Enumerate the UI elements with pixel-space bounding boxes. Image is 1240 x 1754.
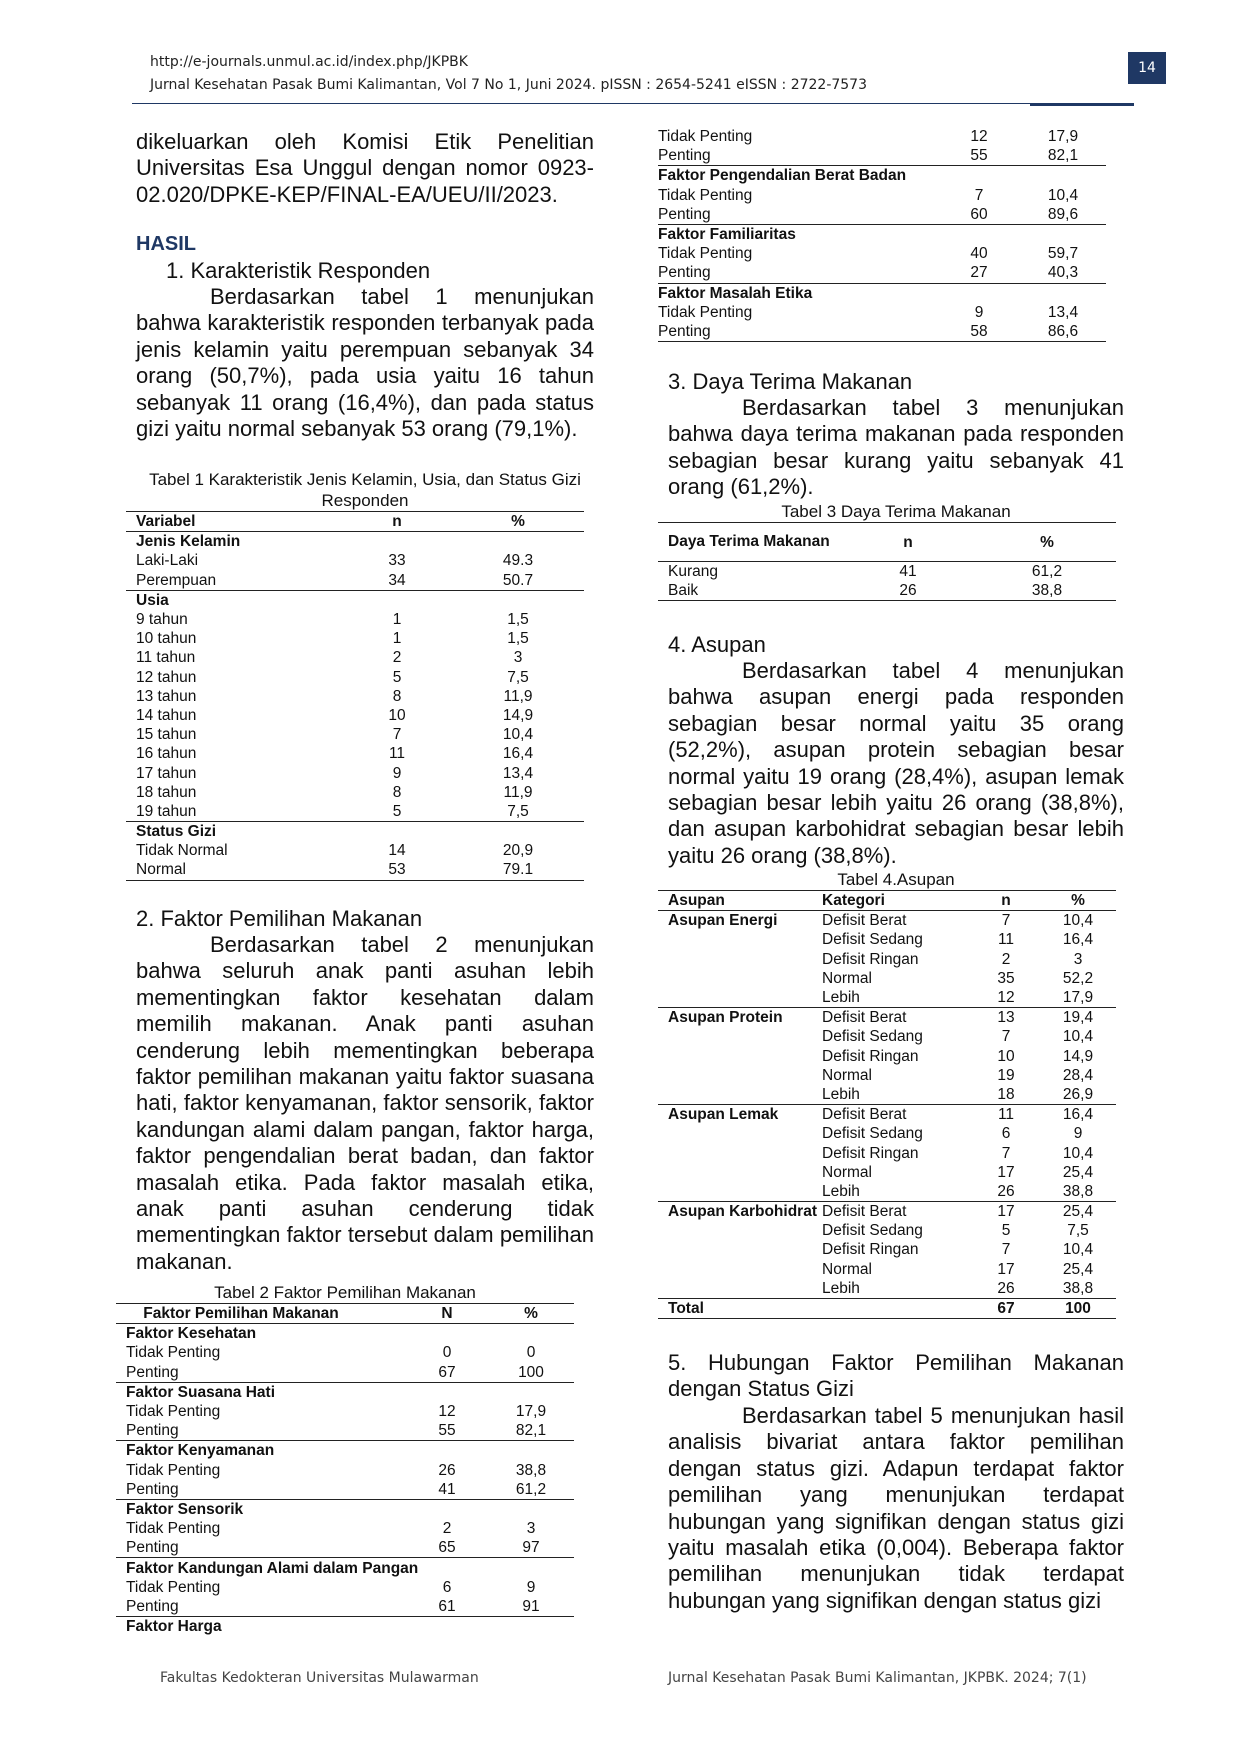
table-1-row <box>126 725 584 744</box>
table-2 <box>116 1303 574 1636</box>
table-1-row-percent: 7,5 <box>507 802 529 820</box>
table-3-header-n: n <box>903 533 913 551</box>
table-2-row <box>116 1363 574 1383</box>
table-4 <box>658 890 1116 1319</box>
table-2-row-n: 55 <box>970 147 988 165</box>
table-4-row-n: 17 <box>997 1203 1015 1221</box>
table-4-row-n: 7 <box>1001 1144 1011 1162</box>
table-1-row-label: Normal <box>136 861 186 879</box>
table-2-row <box>116 1480 574 1500</box>
table-2-group-label: Faktor Kesehatan <box>126 1325 257 1343</box>
table-2-row-label: Penting <box>126 1422 179 1440</box>
table-4-header-category: Kategori <box>822 892 885 910</box>
table-4-total-row <box>658 1298 1116 1318</box>
table-1-row-label: 14 tahun <box>136 706 197 724</box>
table-2-row <box>658 127 1106 146</box>
table-2-row-label: Tidak Penting <box>126 1520 221 1538</box>
table-1-row <box>126 783 584 802</box>
table-1-row-percent: 10,4 <box>502 726 534 744</box>
table-2-row-n: 2 <box>442 1520 452 1538</box>
table-3-caption: Tabel 3 Daya Terima Makanan <box>781 502 1011 521</box>
journal-citation: Jurnal Kesehatan Pasak Bumi Kalimantan, Vol 7 No 1, Juni 2024. pISSN : 2654-5241 eISSN : 2722-7573 <box>150 77 868 93</box>
header-rule <box>132 103 1132 104</box>
table-2-group-row <box>658 224 1106 244</box>
table-4-row <box>658 1008 1116 1028</box>
table-4-row-n: 17 <box>997 1163 1015 1181</box>
section-2-title: 2. Faktor Pemilihan Makanan <box>136 906 423 931</box>
table-1-row-n: 53 <box>388 861 406 879</box>
table-2-row <box>116 1343 574 1362</box>
table-2-row-label: Tidak Penting <box>126 1403 221 1421</box>
table-4-row-percent: 16,4 <box>1062 1106 1094 1124</box>
table-4-row-percent: 19,4 <box>1062 1009 1094 1027</box>
table-3-row-label: Baik <box>668 582 699 600</box>
table-1-row-percent: 11,9 <box>503 687 533 705</box>
table-1-header-n: n <box>392 513 402 531</box>
table-2-row-label: Penting <box>658 264 711 282</box>
table-1-row-n: 5 <box>392 668 402 686</box>
table-2-row-n: 27 <box>970 264 988 282</box>
table-2-caption: Tabel 2 Faktor Pemilihan Makanan <box>214 1283 476 1302</box>
table-1-row-label: 16 tahun <box>136 745 197 763</box>
table-2-row-n: 7 <box>974 186 984 204</box>
table-1-row-label: 17 tahun <box>136 764 197 782</box>
table-1-row-n: 8 <box>392 687 402 705</box>
table-1-row <box>126 860 584 880</box>
table-1-row <box>126 571 584 591</box>
table-2-row <box>658 263 1106 283</box>
table-2-row-label: Tidak Penting <box>658 128 753 146</box>
table-4-row-n: 12 <box>997 989 1015 1007</box>
table-4-group-label: Asupan Protein <box>668 1009 783 1027</box>
table-1-row <box>126 551 584 570</box>
table-2-group-row <box>116 1617 574 1637</box>
table-1-row-label: 19 tahun <box>136 802 197 820</box>
table-1-row-percent: 20,9 <box>502 842 534 860</box>
table-1-row <box>126 629 584 648</box>
table-2-group-label: Faktor Sensorik <box>126 1500 244 1518</box>
table-2-row <box>116 1402 574 1421</box>
table-2-header-n: N <box>441 1305 453 1323</box>
table-4-header-intake: Asupan <box>668 892 725 910</box>
table-2-group-row <box>116 1324 574 1344</box>
table-2-row-n: 65 <box>438 1539 456 1557</box>
table-2-row <box>658 146 1106 166</box>
table-1-row-percent: 7,5 <box>507 668 529 686</box>
table-4-row-category: Normal <box>822 969 872 987</box>
table-3-header-percent: % <box>1040 533 1054 551</box>
table-4-row-percent: 16,4 <box>1062 931 1094 949</box>
page-number-badge: 14 <box>1128 52 1166 84</box>
table-1-row-percent: 3 <box>513 649 523 667</box>
table-2-row-n: 0 <box>442 1344 452 1362</box>
hasil-heading: HASIL <box>136 233 196 255</box>
table-1-row-n: 34 <box>388 571 406 589</box>
table-1-group-label: Jenis Kelamin <box>136 533 241 551</box>
table-4-row-percent: 10,4 <box>1062 912 1094 930</box>
table-4-row-n: 7 <box>1001 912 1011 930</box>
table-1-row-n: 1 <box>392 630 402 648</box>
table-1-row-n: 11 <box>388 745 406 763</box>
table-4-row-category: Lebih <box>822 989 860 1007</box>
table-1-row-n: 9 <box>392 764 402 782</box>
table-3-row-n: 26 <box>899 582 917 600</box>
table-4-header-n: n <box>1001 892 1011 910</box>
table-2-row-n: 12 <box>438 1403 456 1421</box>
table-1-row-n: 5 <box>392 802 402 820</box>
table-4-row <box>658 1202 1116 1222</box>
table-1-header-variable: Variabel <box>136 513 196 531</box>
table-4-row-category: Defisit Berat <box>822 1106 907 1124</box>
table-1-group-row <box>126 822 584 842</box>
table-4-row-category: Defisit Ringan <box>822 1047 919 1065</box>
section-5-title: 5. Hubungan Faktor Pemilihan Makanan dengan Status Gizi <box>668 1350 1124 1402</box>
table-1-row-n: 10 <box>388 706 406 724</box>
table-1-header-percent: % <box>511 513 525 531</box>
table-1-row-n: 1 <box>392 611 402 629</box>
table-2-row-label: Tidak Penting <box>658 245 753 263</box>
table-2-row-percent: 59,7 <box>1047 245 1079 263</box>
table-2-row-label: Penting <box>658 147 711 165</box>
section-4-paragraph: Berdasarkan tabel 4 menunjukan bahwa asupan energi pada responden sebagian besar normal yaitu 35 orang (52,2%), asupan protein sebagian besar normal yaitu 19 orang (28,4%), asupan lemak sebagian besar lebih yaitu 26 orang (38,8%), dan asupan karbohidrat sebagian besar lebih yaitu 26 orang (38,8%). <box>668 658 1124 868</box>
table-2-row-n: 26 <box>438 1461 456 1479</box>
table-3-row-n: 41 <box>899 563 917 581</box>
table-2-group-row <box>116 1382 574 1402</box>
table-1-row <box>126 668 584 687</box>
table-4-row-percent: 14,9 <box>1062 1047 1094 1065</box>
table-2-group-row <box>658 283 1106 303</box>
table-1-row-label: Perempuan <box>136 571 217 589</box>
table-2-row-n: 9 <box>974 303 984 321</box>
table-2-row-percent: 61,2 <box>515 1480 547 1498</box>
table-2-row-n: 6 <box>442 1578 452 1596</box>
table-2-group-label: Faktor Kenyamanan <box>126 1442 275 1460</box>
table-4-row-category: Lebih <box>822 1182 860 1200</box>
table-1-row <box>126 802 584 822</box>
table-4-row-n: 11 <box>997 931 1015 949</box>
table-4-row-n: 35 <box>997 969 1015 987</box>
table-1-row <box>126 841 584 860</box>
table-2-group-row <box>116 1441 574 1461</box>
table-1-row <box>126 706 584 725</box>
table-2-row-label: Penting <box>658 322 711 340</box>
table-2-row <box>658 303 1106 322</box>
table-1-row <box>126 610 584 629</box>
table-4-row-percent: 10,4 <box>1062 1241 1094 1259</box>
table-4-row-n: 5 <box>1001 1222 1011 1240</box>
table-4-total-label: Total <box>668 1300 704 1318</box>
table-4-row-category: Defisit Berat <box>822 912 907 930</box>
table-4-group-label: Asupan Lemak <box>668 1106 779 1124</box>
table-2-row <box>658 186 1106 205</box>
table-1-row-percent: 13,4 <box>502 764 534 782</box>
table-1-group-row <box>126 532 584 552</box>
table-4-row-percent: 28,4 <box>1062 1066 1094 1084</box>
table-1-row-percent: 50.7 <box>502 571 534 589</box>
table-4-row-category: Defisit Sedang <box>822 1222 923 1240</box>
table-4-row-category: Defisit Berat <box>822 1009 907 1027</box>
table-1-row-label: 13 tahun <box>136 687 197 705</box>
table-4-row-category: Defisit Sedang <box>822 931 923 949</box>
table-2-row-percent: 17,9 <box>1047 128 1079 146</box>
table-4-row-percent: 52,2 <box>1062 969 1094 987</box>
table-4-row <box>658 1105 1116 1125</box>
table-4-row-percent: 7,5 <box>1067 1222 1089 1240</box>
table-4-row-n: 7 <box>1001 1028 1011 1046</box>
table-2-row-label: Tidak Penting <box>126 1578 221 1596</box>
table-2-row <box>116 1421 574 1441</box>
table-4-row-category: Lebih <box>822 1085 860 1103</box>
table-3-row-percent: 38,8 <box>1031 582 1063 600</box>
table-4-row-n: 11 <box>997 1106 1015 1124</box>
table-4-row <box>658 911 1116 931</box>
table-2-row-n: 40 <box>970 245 988 263</box>
table-4-row-n: 10 <box>997 1047 1015 1065</box>
table-1-group-row <box>126 590 584 610</box>
table-4-row-n: 17 <box>997 1260 1015 1278</box>
table-2-row <box>658 205 1106 225</box>
table-2-row-percent: 40,3 <box>1047 264 1079 282</box>
table-2-group-label: Faktor Kandungan Alami dalam Pangan <box>126 1559 419 1577</box>
table-3 <box>658 522 1116 601</box>
table-1-row-percent: 11,9 <box>503 783 533 801</box>
table-2-row <box>658 244 1106 263</box>
table-4-row-category: Defisit Sedang <box>822 1125 923 1143</box>
journal-url[interactable]: http://e-journals.unmul.ac.id/index.php/JKPBK <box>150 54 468 70</box>
table-2-continued <box>658 127 1106 342</box>
section-2-paragraph: Berdasarkan tabel 2 menunjukan bahwa seluruh anak panti asuhan lebih mementingkan faktor kesehatan dalam memilih makanan. Anak panti asuhan cenderung lebih mementingkan beberapa faktor pemilihan makanan yaitu faktor suasana hati, faktor kenyamanan, faktor sensorik, faktor kandungan alami dalam pangan, faktor harga, faktor pengendalian berat badan, dan faktor masalah etika. Pada faktor masalah etika, anak panti asuhan cenderung tidak mementingkan faktor tersebut dalam pemilihan makanan. <box>136 932 594 1274</box>
table-4-row-category: Defisit Ringan <box>822 950 919 968</box>
table-3-row-percent: 61,2 <box>1031 563 1063 581</box>
table-2-group-row <box>658 166 1106 186</box>
table-4-row-category: Defisit Berat <box>822 1203 907 1221</box>
footer-journal: Jurnal Kesehatan Pasak Bumi Kalimantan, JKPBK. 2024; 7(1) <box>668 1670 1087 1686</box>
table-2-header-factor: Faktor Pemilihan Makanan <box>143 1305 339 1323</box>
table-3-row <box>658 581 1116 601</box>
table-2-row-percent: 13,4 <box>1047 303 1079 321</box>
header-rule-accent <box>1030 103 1134 106</box>
table-4-header-percent: % <box>1071 892 1085 910</box>
table-1-row-percent: 1,5 <box>507 611 529 629</box>
table-1-row-label: 18 tahun <box>136 783 197 801</box>
table-4-row-percent: 26,9 <box>1062 1085 1094 1103</box>
section-5-paragraph: Berdasarkan tabel 5 menunjukan hasil analisis bivariat antara faktor pemilihan dengan status gizi. Adapun terdapat faktor pemilihan yang menunjukan terdapat hubungan yang signifikan dengan status gizi yaitu masalah etika (0,004). Beberapa faktor pemilihan menunjukan tidak terdapat hubungan yang signifikan dengan status gizi <box>668 1403 1124 1613</box>
table-2-row-n: 55 <box>438 1422 456 1440</box>
table-1-group-label: Usia <box>136 591 169 609</box>
table-4-group-label: Asupan Karbohidrat <box>668 1203 817 1220</box>
table-4-total-n: 67 <box>997 1300 1015 1318</box>
table-2-row-label: Tidak Penting <box>658 303 753 321</box>
table-4-row-n: 7 <box>1001 1241 1011 1259</box>
table-1-row-label: 9 tahun <box>136 611 188 629</box>
table-4-row-category: Lebih <box>822 1279 860 1297</box>
table-4-total-spacer <box>822 1298 972 1318</box>
table-2-group-row <box>116 1499 574 1519</box>
table-1-row-percent: 16,4 <box>502 745 534 763</box>
table-4-row-n: 6 <box>1001 1125 1011 1143</box>
table-2-row-percent: 17,9 <box>515 1403 547 1421</box>
table-4-row-n: 26 <box>997 1182 1015 1200</box>
footer-institution: Fakultas Kedokteran Universitas Mulawarman <box>160 1670 479 1686</box>
table-2-row-label: Penting <box>126 1480 179 1498</box>
table-1-row-label: 12 tahun <box>136 668 197 686</box>
table-2-row-percent: 89,6 <box>1047 205 1079 223</box>
table-1-row-label: Tidak Normal <box>136 842 228 860</box>
table-2-row <box>116 1461 574 1480</box>
table-2-row-percent: 0 <box>526 1344 536 1362</box>
table-2-row <box>116 1538 574 1558</box>
table-1-row-percent: 1,5 <box>507 630 529 648</box>
table-2-row-label: Penting <box>126 1539 179 1557</box>
table-4-row-category: Defisit Ringan <box>822 1241 919 1259</box>
table-4-row-category: Defisit Ringan <box>822 1144 919 1162</box>
table-4-row-category: Normal <box>822 1260 872 1278</box>
table-4-row-n: 18 <box>997 1085 1015 1103</box>
table-4-caption: Tabel 4.Asupan <box>837 870 955 889</box>
table-3-row <box>658 562 1116 582</box>
table-1-row-label: 15 tahun <box>136 726 197 744</box>
table-4-total-percent: 100 <box>1065 1300 1091 1318</box>
table-4-group-label: Asupan Energi <box>668 912 778 930</box>
table-1-group-label: Status Gizi <box>136 823 217 841</box>
table-2-row-n: 67 <box>438 1363 456 1381</box>
table-2-row-percent: 97 <box>522 1539 540 1557</box>
table-2-row-percent: 9 <box>526 1578 536 1596</box>
table-1-row-n: 8 <box>392 783 402 801</box>
table-2-row-label: Tidak Penting <box>126 1461 221 1479</box>
table-2-group-label: Faktor Masalah Etika <box>658 284 813 302</box>
section-3-paragraph: Berdasarkan tabel 3 menunjukan bahwa daya terima makanan pada responden sebagian besar kurang yaitu sebanyak 41 orang (61,2%). <box>668 395 1124 500</box>
table-1-row <box>126 763 584 782</box>
table-2-row-percent: 86,6 <box>1047 322 1079 340</box>
table-2-row-n: 61 <box>438 1597 456 1615</box>
table-2-row-label: Penting <box>658 205 711 223</box>
section-1-paragraph: Berdasarkan tabel 1 menunjukan bahwa karakteristik responden terbanyak pada jenis kelamin yaitu perempuan sebanyak 34 orang (50,7%), pada usia yaitu 16 tahun sebanyak 11 orang (16,4%), dan pada status gizi yaitu normal sebanyak 53 orang (79,1%). <box>136 284 594 442</box>
section-3-title: 3. Daya Terima Makanan <box>668 369 913 394</box>
table-4-row-category: Normal <box>822 1163 872 1181</box>
table-4-row-percent: 3 <box>1073 950 1083 968</box>
table-4-row-percent: 17,9 <box>1062 989 1094 1007</box>
table-1-row-n: 2 <box>392 649 402 667</box>
table-2-row-percent: 100 <box>518 1363 544 1381</box>
table-3-header-acceptance: Daya Terima Makanan <box>668 533 830 550</box>
intro-paragraph: dikeluarkan oleh Komisi Etik Penelitian Universitas Esa Unggul dengan nomor 0923-02.020/DPKE-KEP/FINAL-EA/UEU/II/2023. <box>136 129 594 207</box>
table-1-row-percent: 79.1 <box>502 861 534 879</box>
table-1-caption: Tabel 1 Karakteristik Jenis Kelamin, Usia, dan Status Gizi Responden <box>149 470 581 510</box>
table-2-row <box>116 1519 574 1538</box>
table-1-row-n: 33 <box>388 552 406 570</box>
table-4-row-percent: 10,4 <box>1062 1028 1094 1046</box>
table-4-row-n: 2 <box>1001 950 1011 968</box>
table-1-row <box>126 744 584 763</box>
table-4-row-percent: 25,4 <box>1062 1163 1094 1181</box>
table-2-row-label: Tidak Penting <box>126 1344 221 1362</box>
table-1-row-n: 14 <box>388 842 406 860</box>
table-4-row-category: Normal <box>822 1066 872 1084</box>
table-3-row-label: Kurang <box>668 563 718 581</box>
table-1-row-n: 7 <box>392 726 402 744</box>
table-2-group-label: Faktor Harga <box>126 1618 222 1636</box>
table-4-row-percent: 25,4 <box>1062 1260 1094 1278</box>
table-1-row <box>126 687 584 706</box>
table-4-row-percent: 38,8 <box>1062 1279 1094 1297</box>
table-2-row-label: Penting <box>126 1597 179 1615</box>
table-2-group-label: Faktor Suasana Hati <box>126 1383 276 1401</box>
table-2-row-percent: 82,1 <box>515 1422 547 1440</box>
table-2-row-percent: 82,1 <box>1047 147 1079 165</box>
table-4-row-category: Defisit Sedang <box>822 1028 923 1046</box>
table-4-row-n: 26 <box>997 1279 1015 1297</box>
table-2-group-row <box>116 1558 574 1578</box>
table-2-row-n: 60 <box>970 205 988 223</box>
table-4-row-percent: 38,8 <box>1062 1182 1094 1200</box>
table-1-row-percent: 14,9 <box>502 706 534 724</box>
table-2-row-percent: 38,8 <box>515 1461 547 1479</box>
table-2-row-percent: 3 <box>526 1520 536 1538</box>
section-1-title: 1. Karakteristik Responden <box>166 258 431 283</box>
table-2-group-label: Faktor Pengendalian Berat Badan <box>658 167 907 185</box>
table-4-row-n: 19 <box>997 1066 1015 1084</box>
table-2-row-n: 41 <box>438 1480 456 1498</box>
table-4-row-n: 13 <box>997 1009 1015 1027</box>
table-4-row-percent: 25,4 <box>1062 1203 1094 1221</box>
table-2-row <box>658 322 1106 342</box>
table-1-row-label: 11 tahun <box>136 649 196 667</box>
table-2-row <box>116 1597 574 1617</box>
table-1-row-percent: 49.3 <box>502 552 534 570</box>
table-2-row-percent: 10,4 <box>1047 186 1079 204</box>
table-2-row-n: 12 <box>970 128 988 146</box>
section-4-title: 4. Asupan <box>668 632 766 657</box>
table-2-row-percent: 91 <box>522 1597 540 1615</box>
table-1-row-label: 10 tahun <box>136 630 197 648</box>
table-2-group-label: Faktor Familiaritas <box>658 226 796 244</box>
table-1-row-label: Laki-Laki <box>136 552 199 570</box>
table-2-row-label: Tidak Penting <box>658 186 753 204</box>
table-4-row-percent: 10,4 <box>1062 1144 1094 1162</box>
table-2-row <box>116 1578 574 1597</box>
table-2-row-n: 58 <box>970 322 988 340</box>
table-4-row-percent: 9 <box>1073 1125 1083 1143</box>
table-2-header-percent: % <box>524 1305 538 1323</box>
table-2-row-label: Penting <box>126 1363 179 1381</box>
table-1 <box>126 511 584 881</box>
table-1-row <box>126 648 584 667</box>
